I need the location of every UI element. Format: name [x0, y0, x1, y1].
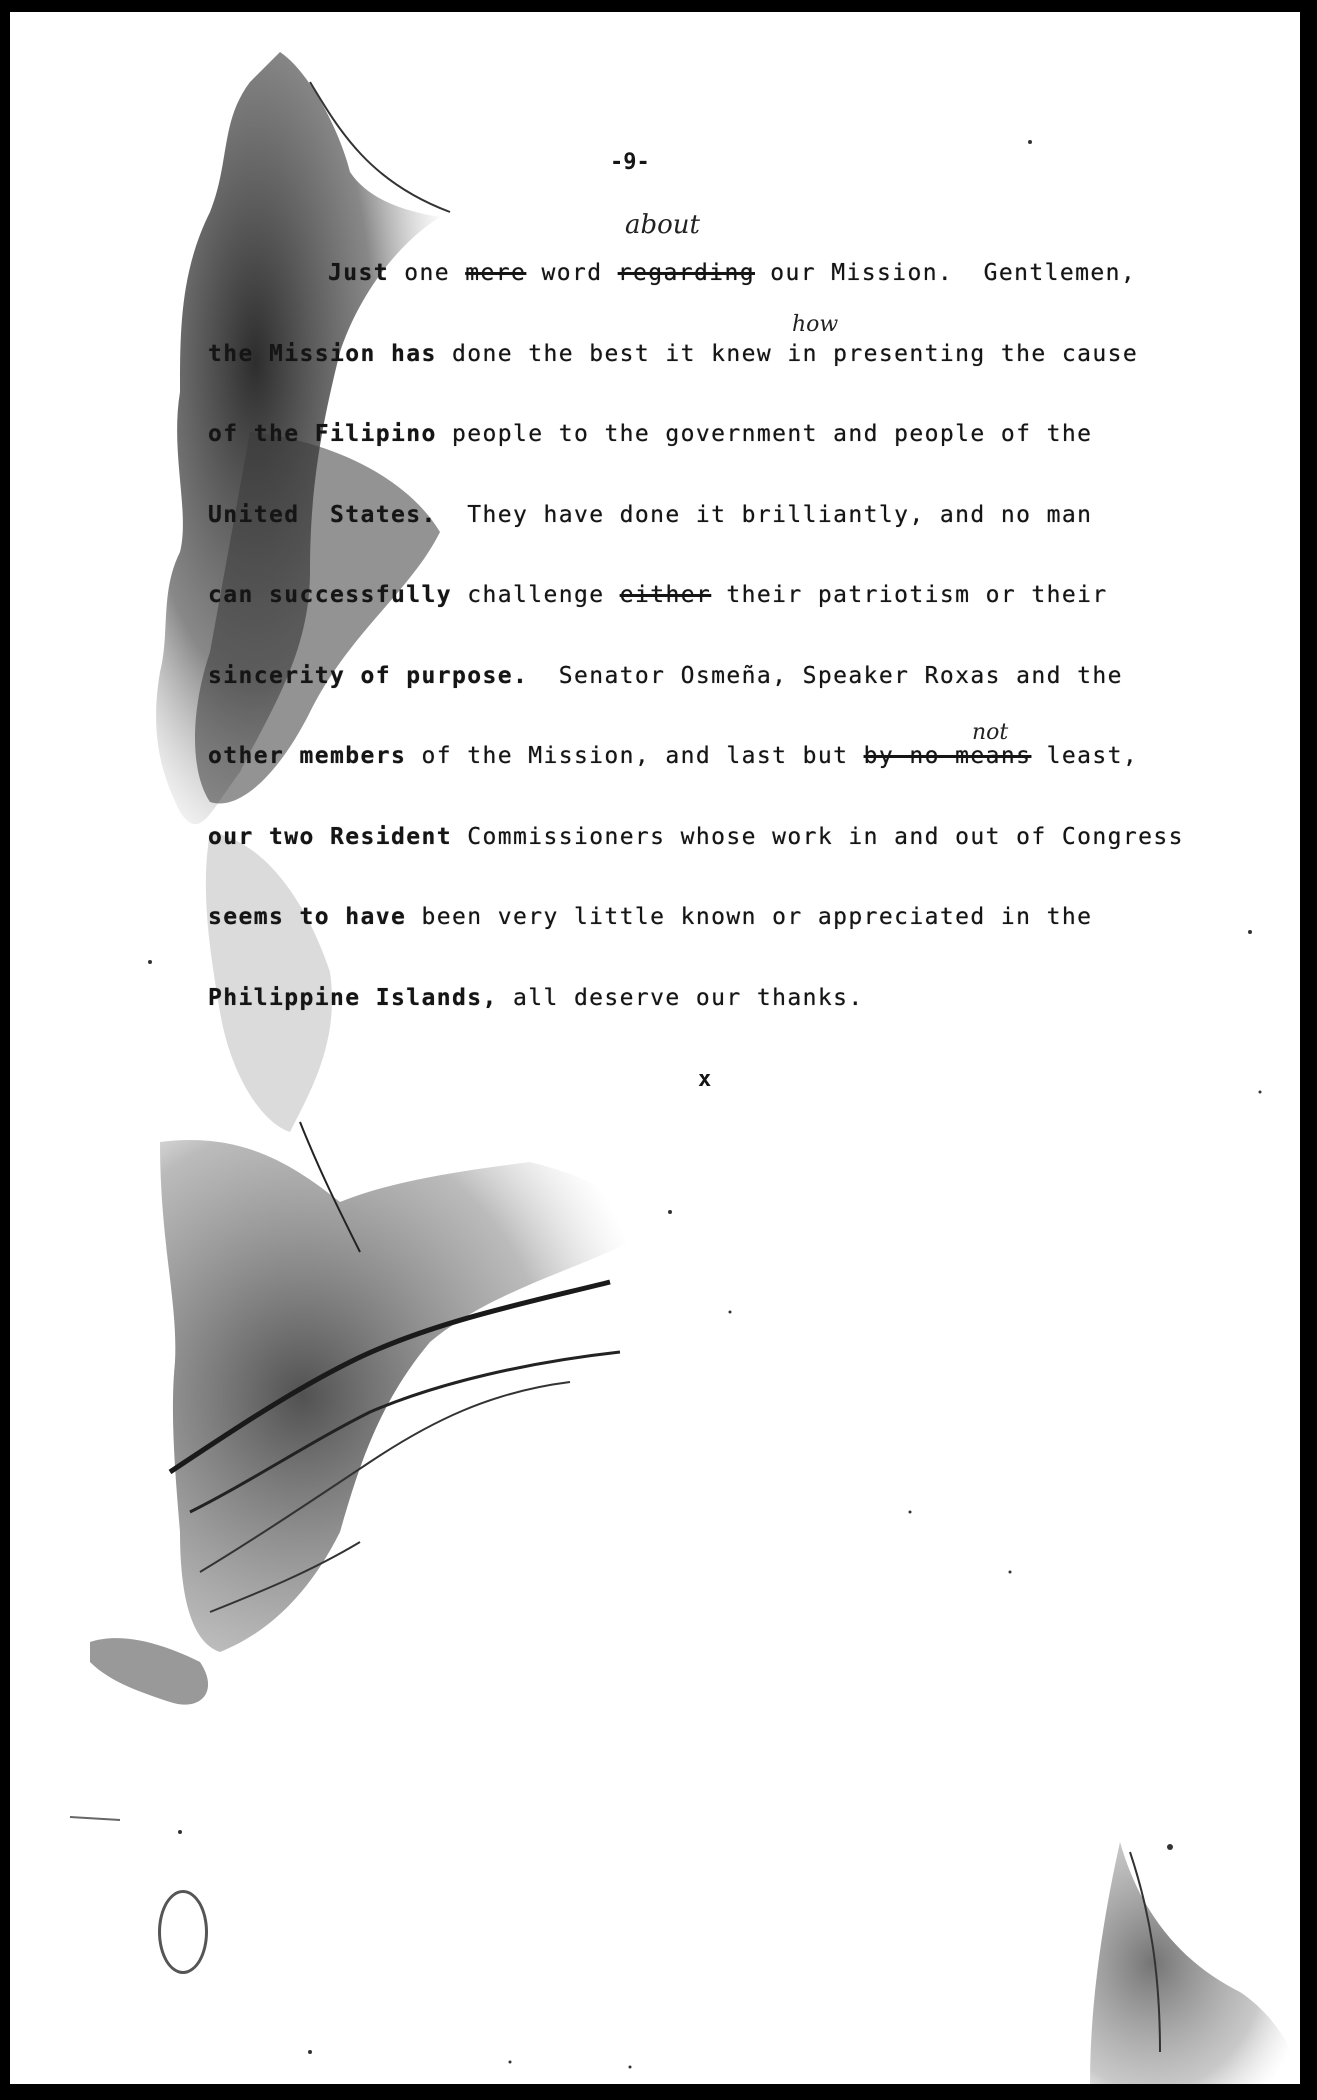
line-segment: word: [526, 260, 618, 286]
struck-text: by no means: [863, 743, 1032, 769]
end-mark: x: [698, 1067, 712, 1092]
struck-text: mere: [465, 260, 527, 286]
line-segment: can successfully: [208, 582, 452, 608]
line-segment: They have done it brilliantly, and no man: [436, 502, 1093, 528]
letter-line: [208, 743, 1138, 769]
letter-line: [208, 582, 1108, 608]
letter-line: [208, 502, 1092, 528]
line-segment: seems to have: [208, 904, 407, 930]
line-segment: Senator Osmeña, Speaker Roxas and the: [528, 663, 1123, 689]
line-segment: one: [389, 260, 466, 286]
line-segment: United States.: [208, 502, 437, 528]
handwritten-insert-not: not: [972, 720, 1009, 745]
line-segment: been very little known or appreciated in the: [406, 904, 1093, 930]
line-segment: sincerity of purpose.: [208, 663, 529, 689]
letter-line: [208, 663, 1123, 689]
letter-line: [208, 985, 864, 1011]
struck-text: either: [619, 582, 712, 608]
letter-line: [208, 421, 1092, 447]
punch-hole: [158, 1890, 208, 1974]
line-segment: Commissioners whose work in and out of Congress: [451, 824, 1184, 850]
line-segment: least,: [1031, 743, 1139, 769]
letter-line: [208, 904, 1092, 930]
line-segment: other members: [208, 743, 407, 769]
page-number: -9-: [610, 150, 650, 175]
handwritten-insert-how: how: [792, 312, 839, 337]
letter-line: [208, 824, 1184, 850]
line-segment: of the Mission, and last but: [406, 743, 864, 769]
line-segment: our two Resident: [208, 824, 452, 850]
letter-line: [208, 341, 1138, 367]
handwritten-insert-about: about: [625, 210, 700, 240]
line-segment: Just: [328, 260, 389, 286]
struck-text: regarding: [617, 260, 755, 286]
line-segment: of the Filipino: [208, 421, 437, 447]
line-segment: Philippine Islands,: [208, 985, 498, 1011]
line-segment: challenge: [451, 582, 620, 608]
line-segment: our Mission. Gentlemen,: [754, 260, 1137, 286]
line-segment: people to the government and people of the: [436, 421, 1093, 447]
letter-line: [328, 260, 1136, 286]
typewritten-page: [10, 12, 1300, 2084]
line-segment: their patriotism or their: [711, 582, 1108, 608]
line-segment: the Mission has: [208, 341, 437, 367]
line-segment: all deserve our thanks.: [497, 985, 864, 1011]
water-damage-stain: [10, 12, 1300, 2084]
line-segment: done the best it knew in presenting the cause: [436, 341, 1139, 367]
